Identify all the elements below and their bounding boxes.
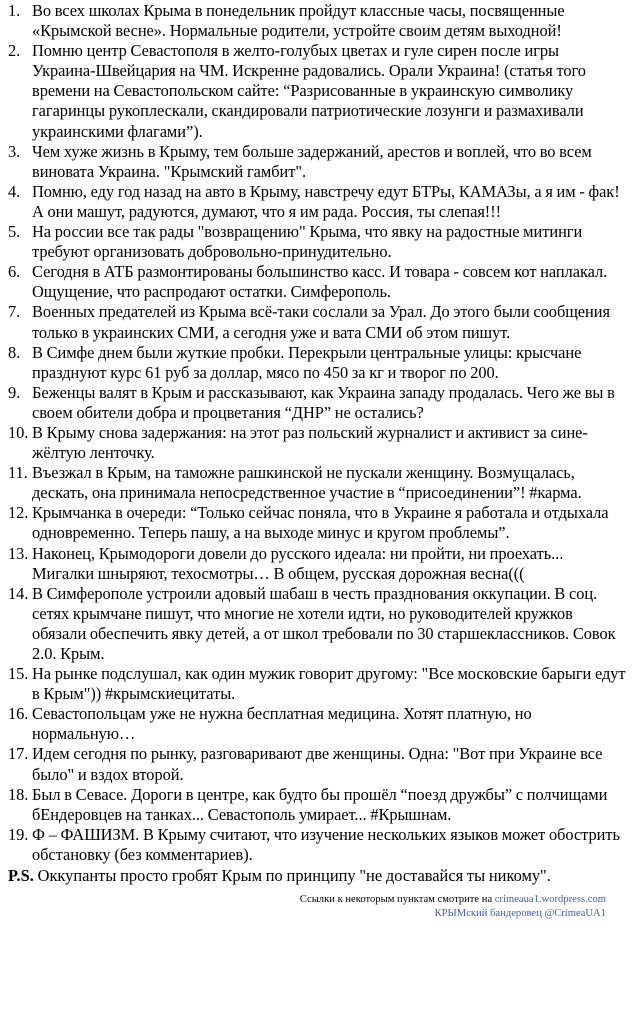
item-number: 3. (8, 141, 21, 161)
item-text: Во всех школах Крыма в понедельник пройдут классные часы, посвященные «Крымской весне». Нормальные родители, устройте своим детям выходной! (32, 1, 565, 41)
source-link[interactable]: crimeaua1.wordpress.com (494, 894, 606, 906)
list-item (8, 182, 626, 222)
list-item (8, 584, 626, 664)
item-number: 19. (8, 824, 29, 844)
list-item (8, 704, 626, 744)
list-item (8, 383, 626, 423)
item-text: Наконец, Крымодороги довели до русского идеала: ни пройти, ни проехать... Мигалки шныряют, техосмотры… В общем, русская дорожная весна((( (32, 543, 564, 583)
item-text: На рынке подслушал, как один мужик говорит другому: "Все московские барыги едут в Крым")) #крымскиецитаты. (32, 664, 626, 704)
item-number: 12. (8, 503, 29, 523)
footer-note-line (8, 893, 606, 907)
item-text: Был в Севасе. Дороги в центре, как будто бы прошёл “поезд дружбы” с полчищами бЕндеровцев на танках... Севастополь умирает... #Крышнам. (32, 784, 608, 824)
item-number: 15. (8, 664, 29, 684)
item-number: 16. (8, 704, 29, 724)
author-signature: КРЫМский бандеровец @CrimeaUA1 (434, 908, 606, 920)
item-number: 8. (8, 342, 21, 362)
item-number: 11. (8, 463, 28, 483)
item-text: Чем хуже жизнь в Крыму, тем больше задержаний, арестов и воплей, что во всем виновата Украина. "Крымский гамбит". (32, 141, 592, 181)
item-number: 14. (8, 583, 29, 603)
item-text: Въезжал в Крым, на таможне рашкинской не пускали женщину. Возмущалась, дескать, она принимала непосредственное участие в “присоединении”! #карма. (32, 463, 582, 503)
item-number: 2. (8, 41, 21, 61)
postscript (8, 866, 626, 886)
list-item (8, 785, 626, 825)
item-text: Военных предателей из Крыма всё-таки сослали за Урал. До этого были сообщения только в украинских СМИ, а сегодня уже и вата СМИ об этом пишут. (32, 302, 610, 342)
item-number: 9. (8, 382, 21, 402)
item-text: Сегодня в АТБ размонтированы большинство касс. И товара - совсем кот наплакал. Ощущение, что распродают остатки. Симферополь. (32, 262, 608, 302)
list-item (8, 41, 626, 141)
item-text: Севастопольцам уже не нужна бесплатная медицина. Хотят платную, но нормальную… (32, 704, 532, 744)
list-item (8, 343, 626, 383)
list-item (8, 744, 626, 784)
item-number: 18. (8, 784, 29, 804)
item-text: Идем сегодня по рынку, разговаривают две женщины. Одна: "Вот при Украине все было" и вздох второй. (32, 744, 603, 784)
list-item (8, 503, 626, 543)
item-number: 6. (8, 262, 21, 282)
item-text: Помню центр Севастополя в желто-голубых цветах и гуле сирен после игры Украина-Швейцария на ЧМ. Искренне радовались. Орали Украина! (статья того времени на Севастопольском сайте: “Разрисованные в украинскую символику гагаринцы рукоплескали, скандировали патриотические лозунги и размахивали украинскими флагами”). (32, 41, 586, 141)
list-item (8, 142, 626, 182)
item-text: В Симферополе устроили адовый шабаш в честь празднования оккупации. В соц. сетях крымчане пишут, что многие не хотели идти, но руководителей кружков обязали обеспечить явку детей, а от школ требовали по 30 старшеклассников. Совок 2.0. Крым. (32, 583, 616, 663)
list-item (8, 423, 626, 463)
list-item (8, 825, 626, 865)
postscript-text: Оккупанты просто гробят Крым по принципу "не доставайся ты никому". (33, 866, 551, 886)
list-item (8, 262, 626, 302)
item-number: 13. (8, 543, 29, 563)
item-number: 5. (8, 222, 21, 242)
list-item (8, 302, 626, 342)
item-text: На россии все так рады "возвращению" Крыма, что явку на радостные митинги требуют организовать добровольно-принудительно. (32, 222, 583, 262)
list-item (8, 544, 626, 584)
footer-note: Ссылки к некоторым пунктам смотрите на (299, 894, 495, 906)
item-text: В Крыму снова задержания: на этот раз польский журналист и активист за сине-жёлтую ленточку. (32, 422, 588, 463)
footer (8, 893, 626, 921)
list-item (8, 664, 626, 704)
postscript-label: P.S. (8, 866, 34, 886)
list-item (8, 463, 626, 503)
list-item (8, 1, 626, 41)
item-text: Ф – ФАШИЗМ. В Крыму считают, что изучение нескольких языков может обострить обстановку (без комментариев). (32, 824, 620, 864)
list-item (8, 222, 626, 262)
item-number: 7. (8, 302, 21, 322)
item-text: В Симфе днем были жуткие пробки. Перекрыли центральные улицы: крысчане празднуют курс 61 руб за доллар, мясо по 450 за кг и творог по 200. (32, 342, 582, 382)
item-text: Помню, еду год назад на авто в Крыму, навстречу едут БТРы, КАМАЗы, а я им - фак! А они машут, радуются, думают, что я им рада. Россия, ты слепая!!! (32, 181, 620, 221)
item-number: 1. (8, 1, 21, 20)
item-number: 4. (8, 181, 21, 201)
item-text: Беженцы валят в Крым и рассказывают, как Украина западу продалась. Чего же вы в своем обители добра и процветания “ДНР” не остались? (32, 382, 615, 422)
item-text: Крымчанка в очереди: “Только сейчас поняла, что в Украине я работала и отдыхала одновременно. Теперь пашу, а на выходе минус и кругом проблемы”. (32, 503, 609, 543)
item-number: 10. (8, 422, 29, 442)
numbered-list (8, 1, 626, 865)
item-number: 17. (8, 744, 29, 764)
